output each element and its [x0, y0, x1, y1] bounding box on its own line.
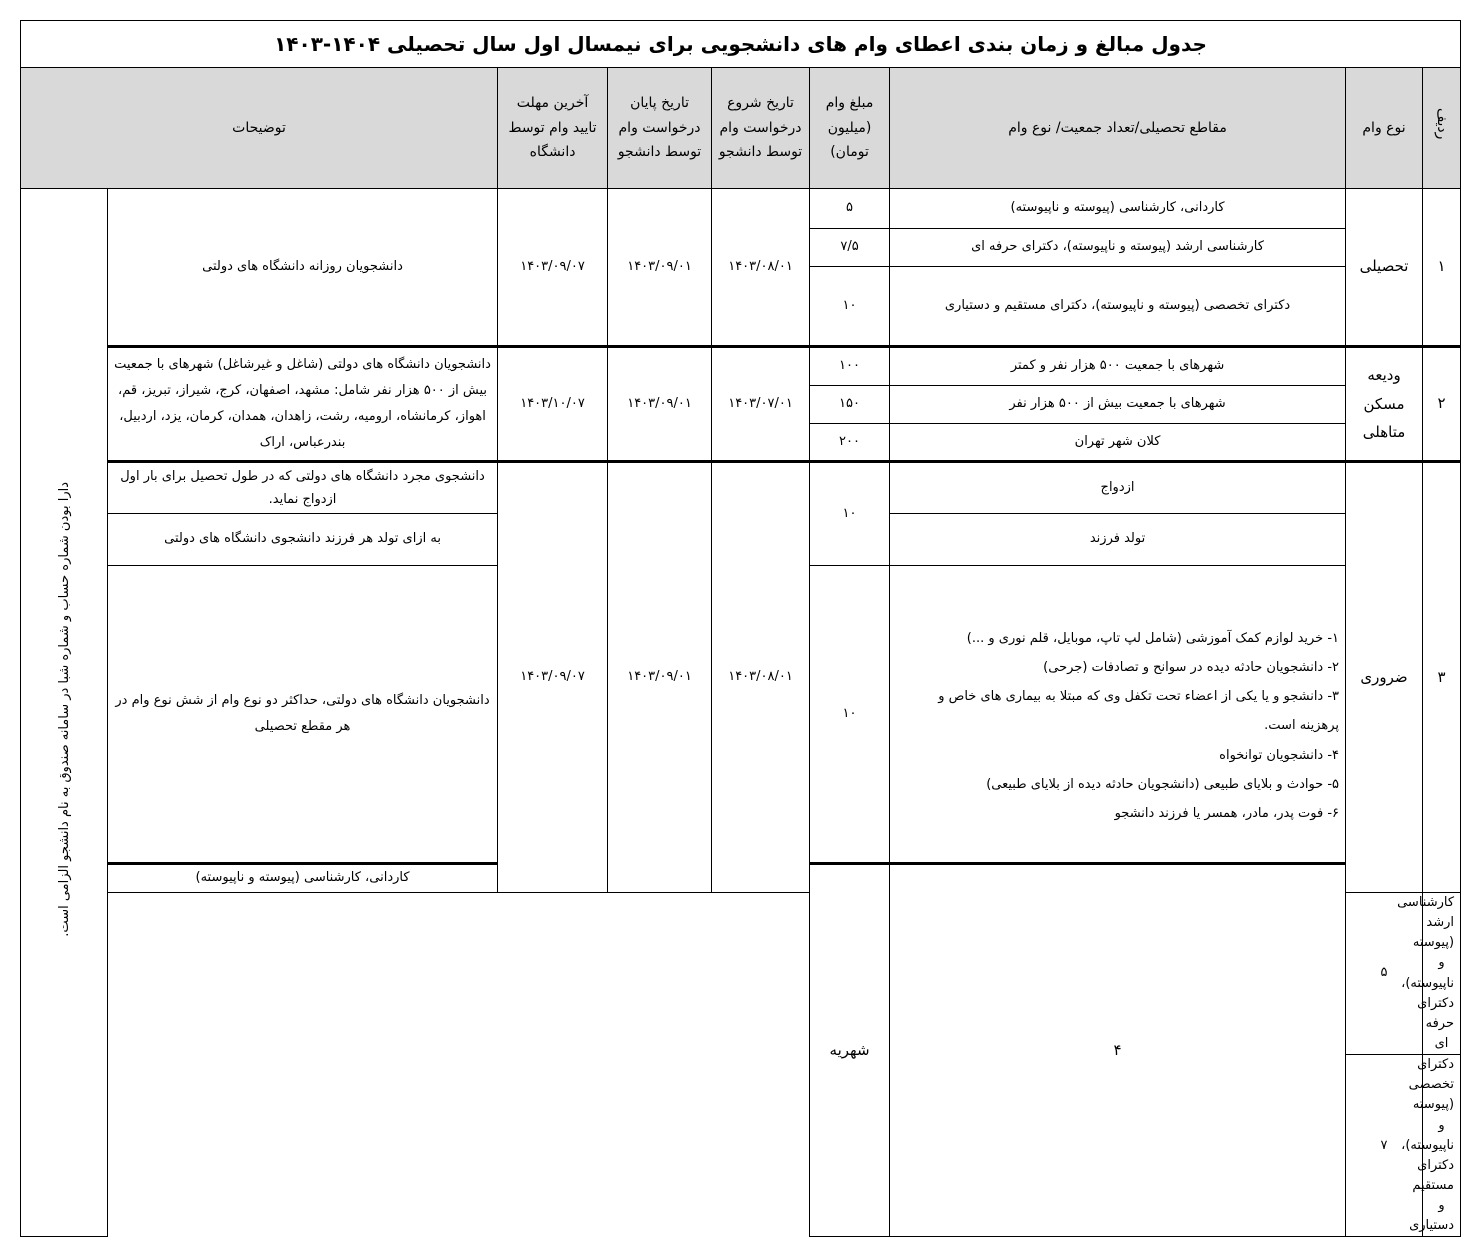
header-categories: مقاطع تحصیلی/تعداد جمعیت/ نوع وام	[890, 68, 1346, 189]
row-number: ۴	[890, 864, 1346, 1237]
start-date: ۱۴۰۳/۰۷/۰۱	[712, 347, 810, 462]
list-item: ۴- دانشجویان توانخواه	[1219, 747, 1340, 763]
deadline-date: ۱۴۰۳/۰۹/۰۷	[498, 462, 608, 893]
end-date: ۱۴۰۳/۰۹/۰۱	[608, 462, 712, 893]
title-row	[21, 21, 1461, 68]
list-item: ۵- حوادث و بلایای طبیعی (دانشجویان حادثه دیده از بلایای طبیعی)	[986, 776, 1340, 792]
category-cell: شهرهای با جمعیت ۵۰۰ هزار نفر و کمتر	[890, 347, 1346, 386]
notes-cell: دانشجویان روزانه دانشگاه های دولتی	[108, 189, 498, 347]
page-title: جدول مبالغ و زمان بندی اعطای وام های دانشجویی برای نیمسال اول سال تحصیلی ۱۴۰۴-۱۴۰۳	[21, 21, 1461, 68]
side-note-text: دارا بودن شماره حساب و شماره شبا در سامانه صندوق به نام دانشجو الزامی است.	[56, 481, 72, 937]
notes-cell: دانشجوی مجرد دانشگاه های دولتی که در طول تحصیل برای بار اول ازدواج نماید.	[108, 462, 498, 514]
category-cell: شهرهای با جمعیت بیش از ۵۰۰ هزار نفر	[890, 386, 1346, 424]
emergency-items-list	[896, 624, 1339, 829]
header-amount: مبلغ وام (میلیون تومان)	[810, 68, 890, 189]
amount-cell: ۱۰	[810, 566, 890, 864]
amount-cell: ۱۰	[810, 267, 890, 347]
start-date: ۱۴۰۳/۰۸/۰۱	[712, 189, 810, 347]
header-row-number: ردیف	[1423, 68, 1461, 189]
category-cell: دکترای تخصصی (پیوسته و ناپیوسته)، دکترای مستقیم و دستیاری	[1423, 1055, 1461, 1237]
notes-cell: به ازای تولد هر فرزند دانشجوی دانشگاه های دولتی	[108, 514, 498, 566]
amount-cell: ۷	[1346, 1055, 1423, 1237]
loan-type: ضروری	[1346, 462, 1423, 893]
list-item: ۳- دانشجو و یا یکی از اعضاء تحت تکفل وی که مبتلا به بیماری های خاص و پرهزینه است.	[938, 689, 1340, 734]
loan-schedule-table	[20, 20, 1461, 1237]
row-number: ۱	[1423, 189, 1461, 347]
category-cell: کارشناسی ارشد (پیوسته و ناپیوسته)، دکترای حرفه ای	[890, 229, 1346, 267]
category-cell: ازدواج	[890, 462, 1346, 514]
header-start-date: تاریخ شروع درخواست وام توسط دانشجو	[712, 68, 810, 189]
end-date: ۱۴۰۳/۰۹/۰۱	[608, 189, 712, 347]
deadline-date: ۱۴۰۳/۱۰/۰۷	[498, 347, 608, 462]
header-row	[21, 68, 1461, 189]
loan-type: شهریه	[810, 864, 890, 1237]
category-cell: کاردانی، کارشناسی (پیوسته و ناپیوسته)	[890, 189, 1346, 229]
header-loan-type: نوع وام	[1346, 68, 1423, 189]
amount-cell: ۱۰	[810, 462, 890, 566]
list-item: ۱- خرید لوازم کمک آموزشی (شامل لپ تاپ، موبایل، قلم نوری و ...)	[966, 630, 1340, 646]
header-notes: توضیحات	[21, 68, 498, 189]
loan-type: تحصیلی	[1346, 189, 1423, 347]
deadline-date: ۱۴۰۳/۰۹/۰۷	[498, 189, 608, 347]
start-date: ۱۴۰۳/۰۸/۰۱	[712, 462, 810, 893]
amount-cell: ۷/۵	[810, 229, 890, 267]
list-item: ۲- دانشجویان حادثه دیده در سوانح و تصادفات (جرحی)	[1043, 659, 1340, 675]
table-row	[21, 462, 1461, 514]
category-cell: کاردانی، کارشناسی (پیوسته و ناپیوسته)	[108, 864, 498, 893]
amount-cell: ۵	[1346, 893, 1423, 1055]
amount-cell: ۲۰۰	[810, 424, 890, 462]
category-cell: دکترای تخصصی (پیوسته و ناپیوسته)، دکترای مستقیم و دستیاری	[890, 267, 1346, 347]
category-cell: تولد فرزند	[890, 514, 1346, 566]
amount-cell: ۱۵۰	[810, 386, 890, 424]
table-row	[21, 347, 1461, 386]
header-deadline: آخرین مهلت تایید وام توسط دانشگاه	[498, 68, 608, 189]
amount-cell: ۱۰۰	[810, 347, 890, 386]
row-number: ۳	[1423, 462, 1461, 893]
loan-type: ودیعه مسکن متاهلی	[1346, 347, 1423, 462]
end-date: ۱۴۰۳/۰۹/۰۱	[608, 347, 712, 462]
table-row	[21, 189, 1461, 229]
header-end-date: تاریخ پایان درخواست وام توسط دانشجو	[608, 68, 712, 189]
category-cell: کارشناسی ارشد (پیوسته و ناپیوسته)، دکترای حرفه ای	[1423, 893, 1461, 1055]
amount-cell: ۵	[810, 189, 890, 229]
loan-schedule-sheet	[20, 20, 1461, 1237]
category-cell	[890, 566, 1346, 864]
notes-cell: دانشجویان دانشگاه های دولتی (شاغل و غیرشاغل) شهرهای با جمعیت بیش از ۵۰۰ هزار نفر شامل: مشهد، اصفهان، کرج، شیراز، تبریز، قم، اهواز، کرمانشاه، ارومیه، رشت، زاهدان، همدان، کرمان، یزد، اردبیل، بندرعباس، اراک	[108, 347, 498, 462]
row-number: ۲	[1423, 347, 1461, 462]
category-cell: کلان شهر تهران	[890, 424, 1346, 462]
side-note	[21, 189, 108, 1237]
notes-cell: دانشجویان دانشگاه های دولتی، حداکثر دو نوع وام از شش نوع وام در هر مقطع تحصیلی	[108, 566, 498, 864]
list-item: ۶- فوت پدر، مادر، همسر یا فرزند دانشجو	[1114, 806, 1340, 822]
